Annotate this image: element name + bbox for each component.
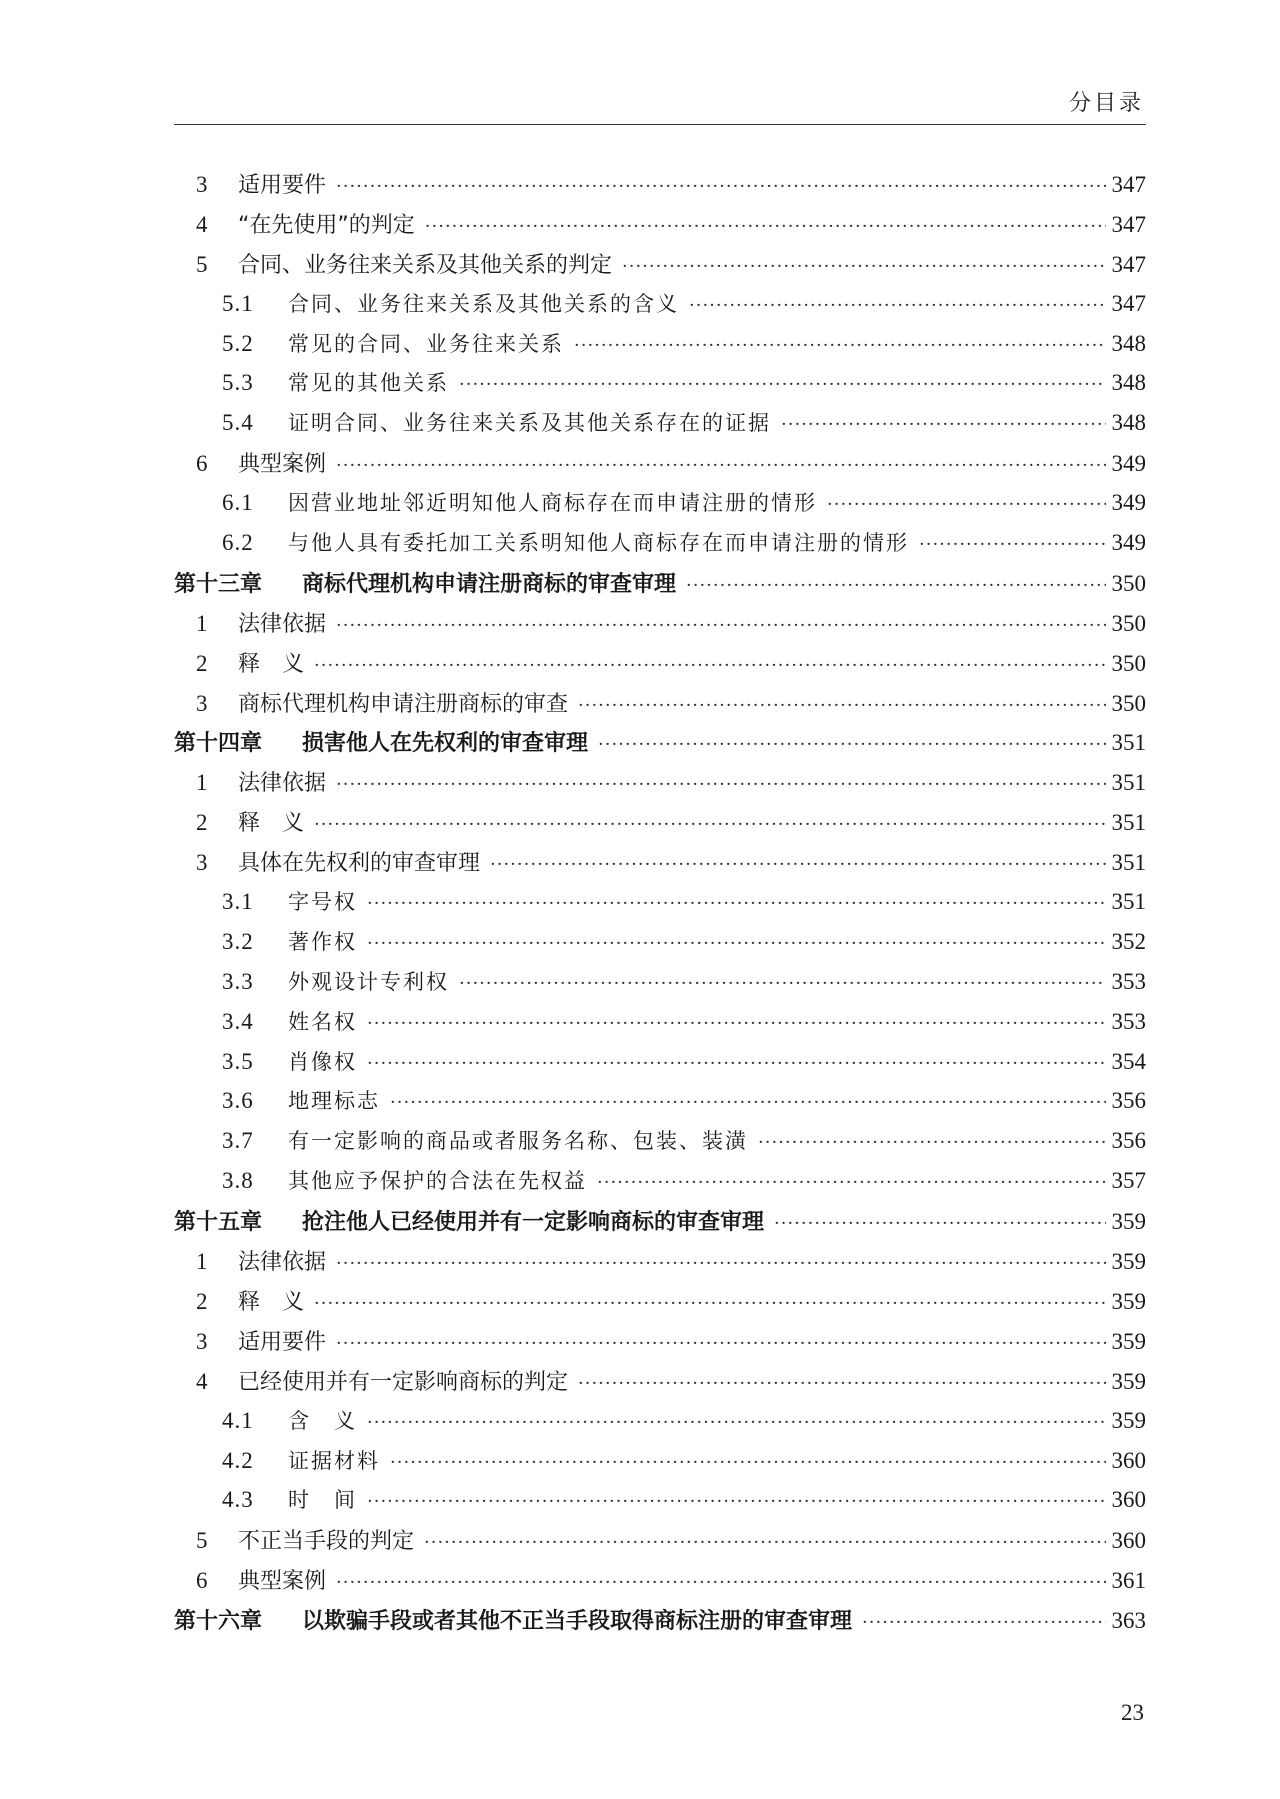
toc-entry-section[interactable] xyxy=(174,1245,1146,1285)
toc-entry-title: 姓名权 xyxy=(288,1009,357,1034)
toc-entry-number: 第十四章 xyxy=(174,731,263,757)
toc-entry-number: 5 xyxy=(196,1528,208,1554)
toc-entry-page: 347 xyxy=(1111,211,1146,237)
toc-entry-title: 法律依据 xyxy=(238,771,327,797)
dot-leader xyxy=(597,1172,1106,1193)
toc-entry-number: 5.4 xyxy=(222,410,254,436)
toc-entry-section[interactable] xyxy=(174,647,1146,687)
toc-entry-page: 350 xyxy=(1111,570,1146,596)
dot-leader xyxy=(336,1572,1105,1593)
toc-entry-page: 359 xyxy=(1111,1249,1146,1275)
toc-entry-section[interactable] xyxy=(174,168,1146,208)
toc-entry-section[interactable] xyxy=(174,766,1146,806)
toc-entry-title: 商标代理机构申请注册商标的审查 xyxy=(238,691,569,717)
toc-entry-title: 有一定影响的商品或者服务名称、包装、装潢 xyxy=(288,1129,748,1154)
toc-entry-number: 3.7 xyxy=(222,1128,254,1154)
toc-entry-title: 已经使用并有一定影响商标的判定 xyxy=(238,1369,569,1395)
toc-entry-page: 350 xyxy=(1111,690,1146,716)
dot-leader xyxy=(686,575,1105,596)
toc-entry-number: 4 xyxy=(196,211,208,237)
toc-entry-title: 适用要件 xyxy=(238,1329,327,1355)
toc-entry-sub[interactable] xyxy=(174,1165,1146,1205)
toc-entry-sub[interactable] xyxy=(174,926,1146,966)
toc-entry-sub[interactable] xyxy=(174,1006,1146,1046)
toc-entry-sub[interactable] xyxy=(174,407,1146,447)
toc-entry-title: 时 间 xyxy=(288,1488,357,1513)
dot-leader xyxy=(459,973,1106,994)
dot-leader xyxy=(490,854,1105,875)
toc-entry-number: 1 xyxy=(196,1249,208,1275)
toc-entry-page: 348 xyxy=(1111,410,1146,436)
toc-entry-section[interactable] xyxy=(174,806,1146,846)
toc-entry-title: 外观设计专利权 xyxy=(288,969,449,994)
toc-entry-sub[interactable] xyxy=(174,367,1146,407)
dot-leader xyxy=(336,176,1105,197)
toc-entry-number: 3.6 xyxy=(222,1088,254,1114)
toc-entry-number: 2 xyxy=(196,810,208,836)
toc-entry-section[interactable] xyxy=(174,1564,1146,1604)
toc-entry-title: 含 义 xyxy=(288,1408,357,1433)
toc-entry-page: 350 xyxy=(1111,610,1146,636)
dot-leader xyxy=(367,1412,1106,1433)
toc-entry-title: 合同、业务往来关系及其他关系的含义 xyxy=(288,291,679,316)
toc-entry-page: 350 xyxy=(1111,650,1146,676)
toc-entry-page: 359 xyxy=(1111,1407,1146,1433)
dot-leader xyxy=(459,374,1106,395)
dot-leader xyxy=(578,1373,1105,1394)
dot-leader xyxy=(598,734,1105,755)
toc-entry-number: 3 xyxy=(196,690,208,716)
toc-entry-title: 具体在先权利的审查审理 xyxy=(238,851,481,877)
toc-entry-page: 347 xyxy=(1111,172,1146,197)
toc-entry-number: 3 xyxy=(196,850,208,876)
dot-leader xyxy=(336,455,1105,476)
toc-entry-sub[interactable] xyxy=(174,1405,1146,1445)
toc-entry-section[interactable] xyxy=(174,248,1146,288)
toc-entry-title: 证明合同、业务往来关系及其他关系存在的证据 xyxy=(288,411,771,436)
toc-entry-title: 其他应予保护的合法在先权益 xyxy=(288,1169,587,1194)
toc-entry-number: 3.1 xyxy=(222,889,254,915)
dot-leader xyxy=(314,814,1105,835)
toc-entry-title: 合同、业务往来关系及其他关系的判定 xyxy=(238,252,613,278)
toc-entry-section[interactable] xyxy=(174,1524,1146,1564)
toc-entry-page: 349 xyxy=(1111,530,1146,556)
toc-entry-section[interactable] xyxy=(174,447,1146,487)
toc-entry-page: 361 xyxy=(1111,1568,1146,1594)
toc-entry-sub[interactable] xyxy=(174,288,1146,328)
toc-entry-chapter[interactable] xyxy=(174,726,1146,766)
toc-entry-number: 6 xyxy=(196,451,208,477)
toc-entry-page: 349 xyxy=(1111,490,1146,516)
dot-leader xyxy=(367,1013,1106,1034)
toc-entry-page: 359 xyxy=(1111,1368,1146,1394)
toc-entry-title: 法律依据 xyxy=(238,611,327,637)
toc-entry-number: 第十五章 xyxy=(174,1210,263,1236)
toc-entry-section[interactable] xyxy=(174,846,1146,886)
toc-entry-number: 6 xyxy=(196,1568,208,1594)
toc-entry-number: 3.8 xyxy=(222,1168,254,1194)
toc-entry-sub[interactable] xyxy=(174,1125,1146,1165)
dot-leader xyxy=(622,256,1105,277)
toc-entry-number: 3.5 xyxy=(222,1048,254,1074)
toc-entry-title: 证据材料 xyxy=(288,1448,380,1473)
toc-entry-number: 4.2 xyxy=(222,1447,254,1473)
toc-entry-title: “在先使用”的判定 xyxy=(238,212,415,238)
toc-entry-page: 347 xyxy=(1111,251,1146,277)
dot-leader xyxy=(425,216,1106,237)
toc-entry-page: 357 xyxy=(1111,1168,1146,1194)
toc-entry-number: 6.1 xyxy=(222,490,254,516)
toc-entry-chapter[interactable] xyxy=(174,1604,1146,1644)
toc-entry-number: 3.4 xyxy=(222,1008,254,1034)
toc-entry-number: 4.3 xyxy=(222,1487,254,1513)
dot-leader xyxy=(774,1213,1105,1234)
toc-entry-number: 5 xyxy=(196,251,208,277)
toc-entry-page: 351 xyxy=(1111,770,1146,796)
toc-entry-title: 以欺骗手段或者其他不正当手段取得商标注册的审查审理 xyxy=(302,1609,853,1635)
toc-entry-page: 356 xyxy=(1111,1088,1146,1114)
toc-entry-title: 地理标志 xyxy=(288,1089,380,1114)
toc-entry-title: 字号权 xyxy=(288,890,357,915)
toc-entry-sub[interactable] xyxy=(174,1046,1146,1086)
toc-entry-sub[interactable] xyxy=(174,1445,1146,1485)
dot-leader xyxy=(424,1532,1105,1553)
toc-entry-page: 352 xyxy=(1111,928,1146,954)
toc-entry-number: 6.2 xyxy=(222,530,254,556)
toc-entry-page: 360 xyxy=(1111,1487,1146,1513)
toc-entry-page: 354 xyxy=(1111,1048,1146,1074)
toc-entry-title: 适用要件 xyxy=(238,173,327,198)
toc-entry-sub[interactable] xyxy=(174,1484,1146,1524)
toc-entry-number: 第十三章 xyxy=(174,571,263,597)
toc-entry-title: 因营业地址邻近明知他人商标存在而申请注册的情形 xyxy=(288,491,817,516)
toc-entry-page: 359 xyxy=(1111,1209,1146,1235)
dot-leader xyxy=(578,695,1105,716)
dot-leader xyxy=(390,1452,1106,1473)
toc-entry-page: 353 xyxy=(1111,1008,1146,1034)
toc-entry-number: 3 xyxy=(196,172,208,197)
toc-entry-page: 359 xyxy=(1111,1288,1146,1314)
toc-entry-number: 2 xyxy=(196,1288,208,1314)
toc-entry-title: 抢注他人已经使用并有一定影响商标的审查审理 xyxy=(302,1210,765,1236)
dot-leader xyxy=(314,655,1105,676)
dot-leader xyxy=(336,1253,1105,1274)
toc-entry-sub[interactable] xyxy=(174,886,1146,926)
toc-entry-page: 349 xyxy=(1111,451,1146,477)
toc-entry-page: 360 xyxy=(1111,1447,1146,1473)
toc-entry-page: 347 xyxy=(1111,290,1146,316)
dot-leader xyxy=(314,1293,1105,1314)
toc-entry-number: 5.3 xyxy=(222,370,254,396)
toc-entry-page: 351 xyxy=(1111,850,1146,876)
table-of-contents xyxy=(174,168,1146,1644)
dot-leader xyxy=(336,774,1105,795)
toc-entry-sub[interactable] xyxy=(174,966,1146,1006)
toc-entry-title: 常见的合同、业务往来关系 xyxy=(288,331,564,356)
dot-leader xyxy=(367,933,1106,954)
toc-entry-page: 360 xyxy=(1111,1528,1146,1554)
toc-entry-sub[interactable] xyxy=(174,487,1146,527)
toc-entry-number: 1 xyxy=(196,770,208,796)
toc-entry-number: 4.1 xyxy=(222,1407,254,1433)
toc-entry-number: 5.1 xyxy=(222,290,254,316)
toc-entry-title: 损害他人在先权利的审查审理 xyxy=(302,731,589,757)
toc-entry-title: 法律依据 xyxy=(238,1250,327,1276)
toc-entry-number: 4 xyxy=(196,1368,208,1394)
toc-entry-section[interactable] xyxy=(174,1365,1146,1405)
dot-leader xyxy=(758,1132,1106,1153)
toc-entry-number: 2 xyxy=(196,650,208,676)
dot-leader xyxy=(919,534,1106,555)
toc-entry-title: 常见的其他关系 xyxy=(288,371,449,396)
toc-entry-title: 释 义 xyxy=(238,1289,305,1315)
toc-entry-title: 商标代理机构申请注册商标的审查审理 xyxy=(302,571,677,597)
dot-leader xyxy=(367,1491,1106,1512)
toc-entry-sub[interactable] xyxy=(174,1085,1146,1125)
toc-entry-chapter[interactable] xyxy=(174,1205,1146,1245)
dot-leader xyxy=(367,1053,1106,1074)
toc-entry-section[interactable] xyxy=(174,208,1146,248)
toc-entry-chapter[interactable] xyxy=(174,567,1146,607)
toc-entry-title: 典型案例 xyxy=(238,1569,327,1595)
running-header-title: 分目录 xyxy=(1068,91,1144,116)
toc-entry-title: 肖像权 xyxy=(288,1049,357,1074)
toc-entry-section[interactable] xyxy=(174,687,1146,727)
toc-entry-title: 释 义 xyxy=(238,651,305,677)
toc-entry-number: 3.2 xyxy=(222,928,254,954)
toc-entry-number: 3 xyxy=(196,1328,208,1354)
dot-leader xyxy=(367,893,1106,914)
toc-entry-number: 第十六章 xyxy=(174,1609,263,1635)
toc-entry-title: 与他人具有委托加工关系明知他人商标存在而申请注册的情形 xyxy=(288,531,909,556)
toc-entry-sub[interactable] xyxy=(174,527,1146,567)
dot-leader xyxy=(390,1092,1106,1113)
toc-entry-number: 1 xyxy=(196,610,208,636)
toc-entry-section[interactable] xyxy=(174,1285,1146,1325)
dot-leader xyxy=(827,494,1106,515)
toc-entry-sub[interactable] xyxy=(174,328,1146,368)
toc-entry-title: 释 义 xyxy=(238,811,305,837)
dot-leader xyxy=(574,335,1106,356)
toc-entry-title: 不正当手段的判定 xyxy=(238,1529,415,1555)
toc-entry-section[interactable] xyxy=(174,1325,1146,1365)
page-number: 23 xyxy=(1121,1700,1144,1725)
toc-entry-page: 363 xyxy=(1111,1608,1146,1634)
toc-entry-page: 359 xyxy=(1111,1328,1146,1354)
dot-leader xyxy=(336,1333,1105,1354)
toc-entry-title: 典型案例 xyxy=(238,452,327,478)
dot-leader xyxy=(862,1612,1105,1633)
toc-entry-page: 351 xyxy=(1111,730,1146,756)
toc-entry-page: 348 xyxy=(1111,370,1146,396)
toc-entry-section[interactable] xyxy=(174,607,1146,647)
dot-leader xyxy=(781,414,1106,435)
toc-entry-number: 5.2 xyxy=(222,330,254,356)
toc-entry-title: 著作权 xyxy=(288,929,357,954)
toc-entry-number: 3.3 xyxy=(222,968,254,994)
toc-entry-page: 353 xyxy=(1111,968,1146,994)
dot-leader xyxy=(336,615,1105,636)
toc-entry-page: 351 xyxy=(1111,889,1146,915)
header-rule xyxy=(174,124,1146,125)
dot-leader xyxy=(689,295,1106,316)
toc-entry-page: 351 xyxy=(1111,810,1146,836)
toc-entry-page: 356 xyxy=(1111,1128,1146,1154)
toc-entry-page: 348 xyxy=(1111,330,1146,356)
